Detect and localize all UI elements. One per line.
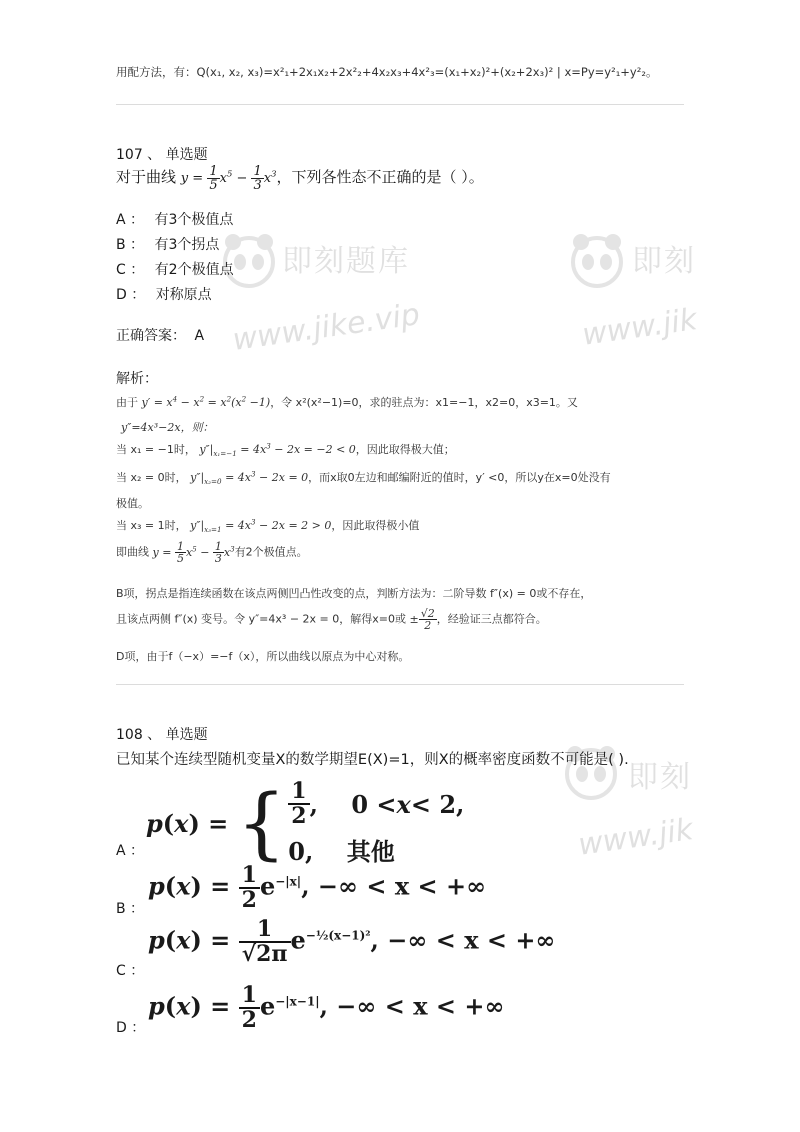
q107-option-d — [116, 284, 212, 304]
q107-curve-formula: y = $\frac{1}{5}$ $x^5$ − $\frac{1}{3}$ $x^3$ — [180, 164, 277, 193]
q108-option-b-formula: p(x) = $\frac{1}{2}$ $e^{-|x|}$, −∞ < x < +∞ — [148, 862, 487, 914]
root-formula: ± $\frac{√2}{2}$ — [409, 607, 435, 632]
curve-formula: y = $\frac{1}{5}$ $x^5$ − $\frac{1}{3}$ $x^3$ — [152, 540, 235, 565]
divider — [116, 684, 684, 685]
option-text: 有2个极值点 — [154, 262, 234, 278]
second-derivative-eval: $y''|_{x_2=0} = 4x^3 - 2x = 0$ — [190, 469, 309, 487]
analysis-line-3 — [116, 441, 455, 458]
analysis-line-4 — [116, 469, 611, 486]
text: 当 x₃ = 1时， — [116, 519, 187, 532]
text: 当 x₁ = −1时， — [116, 443, 196, 456]
analysis-line-b2 — [116, 608, 547, 631]
answer-value: A — [194, 328, 205, 344]
watermark-url-partial: www.jik — [576, 812, 696, 863]
text: 当 x₂ = 0时， — [116, 471, 187, 484]
range-text: −∞ < x < +∞ — [336, 991, 505, 1021]
q107-stem — [116, 165, 484, 192]
watermark-brand-partial: 即刻 — [628, 760, 692, 795]
watermark-brand: 即刻题库 — [282, 244, 410, 279]
text: ，令 x²(x²−1)=0，求的驻点为：x1=−1，x2=0，x3=1。又 — [270, 396, 578, 409]
text: ，因此取得极大值； — [355, 443, 455, 456]
q107-header: 107 、 单选题 — [116, 147, 208, 163]
divider — [116, 104, 684, 105]
q107-option-b — [116, 234, 219, 254]
text: 即曲线 — [116, 545, 149, 559]
analysis-line-d1: D项，由于f（−x）=−f（x），所以曲线以原点为中心对称。 — [116, 650, 410, 663]
analysis-line-5: 极值。 — [116, 497, 149, 510]
other-word: 其他 — [346, 837, 395, 867]
text: ，经验证三点都符合。 — [436, 612, 547, 626]
text: 且该点两侧 f″(x) 变号。令 y″=4x³ − 2x = 0，解得x=0或 — [116, 612, 406, 626]
option-text: 有3个拐点 — [154, 237, 220, 253]
q107-option-a — [116, 209, 233, 229]
range-text: −∞ < x < +∞ — [387, 925, 556, 955]
q108-option-b-letter: B ： — [116, 901, 145, 917]
option-letter: C ： — [116, 262, 145, 278]
option-letter: B ： — [116, 237, 145, 253]
q108-option-a-formula: p ( x ) = { 1 2 , 0 < x < 2, 0, 其他 — [146, 778, 465, 869]
intro-text: 用配方法，有：Q(x₁, x₂, x₃)=x²₁+2x₁x₂+2x²₂+4x₂x₃+4x²₃=(x₁+x₂)²+(x₂+2x₃)² | x=Py=y²₁+y²₂。 — [116, 65, 658, 79]
text: ，因此取得极小值 — [331, 519, 420, 532]
q108-option-d-letter: D ： — [116, 1020, 146, 1036]
watermark-url: www.jike.vip — [230, 297, 422, 358]
answer-label: 正确答案： — [116, 328, 186, 344]
watermark-brand-partial: 即刻 — [632, 244, 696, 279]
q107-stem-suffix: ，下列各性态不正确的是（ ）。 — [276, 168, 484, 186]
analysis-line-b1: B项，拐点是指连续函数在该点两侧凹凸性改变的点，判断方法为：二阶导数 f″(x) = 0或不存在， — [116, 587, 592, 600]
derivative-formula: $y' = x^4 - x^2 = x^2(x^2 -1)$ — [141, 394, 271, 409]
analysis-line-7 — [116, 541, 308, 564]
analysis-line-2: y″=4x³−2x，则： — [121, 421, 214, 434]
q107-answer — [116, 325, 204, 345]
watermark-url-partial: www.jik — [580, 302, 700, 353]
analysis-line-1 — [116, 394, 578, 410]
analysis-line-6 — [116, 517, 419, 534]
q108-header: 108 、 单选题 — [116, 727, 208, 743]
q107-option-c — [116, 259, 234, 279]
option-text: 对称原点 — [155, 287, 212, 303]
q107-stem-prefix: 对于曲线 — [116, 168, 177, 186]
q108-option-c-letter: C ： — [116, 963, 145, 979]
option-text: 有3个极值点 — [154, 212, 234, 228]
q108-stem: 已知某个连续型随机变量X的数学期望E(X)=1，则X的概率密度函数不可能是( ). — [116, 752, 629, 768]
q108-option-d-formula: p(x) = $\frac{1}{2}$ $e^{-|x-1|}$, −∞ < x < +∞ — [148, 982, 505, 1034]
second-derivative-eval: $y''|_{x_1=-1} = 4x^3 - 2x = -2 < 0$ — [199, 441, 356, 459]
text: ，而x取0左边和邮编附近的值时，y′ <0，所以y在x=0处没有 — [308, 471, 611, 484]
q108-option-c-formula: p(x) = $\frac{1}{√2\pi}$ $e^{-\frac{1}{2}(x-1)^2}$, −∞ < x < +∞ — [148, 916, 556, 968]
watermark-panda-icon — [568, 230, 626, 298]
text: 由于 — [116, 396, 138, 409]
q107-analysis-label: 解析： — [116, 371, 158, 387]
second-derivative-eval: $y''|_{x_3=1} = 4x^3 - 2x = 2 > 0$ — [190, 517, 332, 535]
option-letter: D ： — [116, 287, 146, 303]
text: 有2个极值点。 — [234, 545, 308, 559]
range-text: −∞ < x < +∞ — [317, 871, 487, 901]
q108-option-a-letter: A ： — [116, 843, 145, 859]
option-letter: A ： — [116, 212, 145, 228]
